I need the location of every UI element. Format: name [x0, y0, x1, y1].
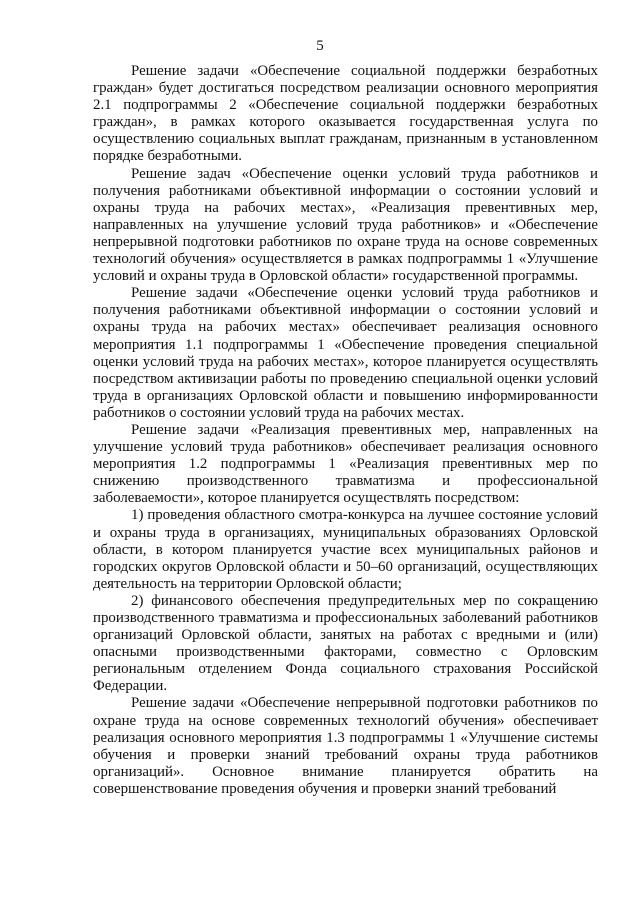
paragraph-training: Решение задачи «Обеспечение непрерывной подготовки работников по охране труда на основе современных технологий обучения» обеспечивает реализация основного мероприятия 1.3 подпрограммы 1 «Улучшение системы обучения и проверки знаний требований охраны труда работников организаций». Основное внимание планируется обратить на совершенствование проведения обучения и проверки знаний требований	[93, 695, 598, 797]
list-item-financing: 2) финансового обеспечения предупредительных мер по сокращению производственного травматизма и профессиональных заболеваний работников организаций Орловской области, занятых на работах с вредными и (или) опасными производственными факторами, совместно с Орловским региональным отделением Фонда социального страхования Российской Федерации.	[93, 592, 598, 695]
paragraph-unemployed-support: Решение задачи «Обеспечение социальной поддержки безработных граждан» будет достигаться посредством реализации основного мероприятия 2.1 подпрограммы 2 «Обеспечение социальной поддержки безработных граждан», в рамках которого оказывается государственная услуга по осуществлению социальных выплат гражданам, признанным в установленном порядке безработными.	[93, 63, 598, 165]
list-item-contest: 1) проведения областного смотра-конкурса на лучшее состояние условий и охраны труда в организациях, муниципальных образованиях Орловской области, в котором планируется участие всех муниципальных районов и городских округов Орловской области и 50–60 организаций, осуществляющих деятельность на территории Орловской области;	[93, 507, 598, 592]
paragraph-subprogram-1-tasks: Решение задач «Обеспечение оценки условий труда работников и получения работниками объективной информации о состоянии условий и охраны труда на рабочих местах», «Реализация превентивных мер, направленных на улучшение условий труда работников» и «Обеспечение непрерывной подготовки работников по охране труда на основе современных технологий обучения» осуществляется в рамках подпрограммы 1 «Улучшение условий и охраны труда в Орловской области» государственной программы.	[93, 165, 598, 285]
page-number: 5	[316, 38, 324, 54]
document-body	[93, 63, 598, 798]
paragraph-working-conditions-assessment: Решение задачи «Обеспечение оценки условий труда работников и получения работниками объективной информации о состоянии условий и охраны труда на рабочих местах» обеспечивает реализация основного мероприятия 1.1 подпрограммы 1 «Обеспечение проведения специальной оценки условий труда на рабочих местах», которое планируется осуществлять посредством активизации работы по проведению специальной оценки условий труда в организациях Орловской области и повышению информированности работников о состоянии условий труда на рабочих местах.	[93, 285, 598, 421]
paragraph-preventive-measures: Решение задачи «Реализация превентивных мер, направленных на улучшение условий труда работников» обеспечивает реализация основного мероприятия 1.2 подпрограммы 1 «Реализация превентивных мер по снижению производственного травматизма и профессиональной заболеваемости», которое планируется осуществлять посредством:	[93, 421, 598, 507]
